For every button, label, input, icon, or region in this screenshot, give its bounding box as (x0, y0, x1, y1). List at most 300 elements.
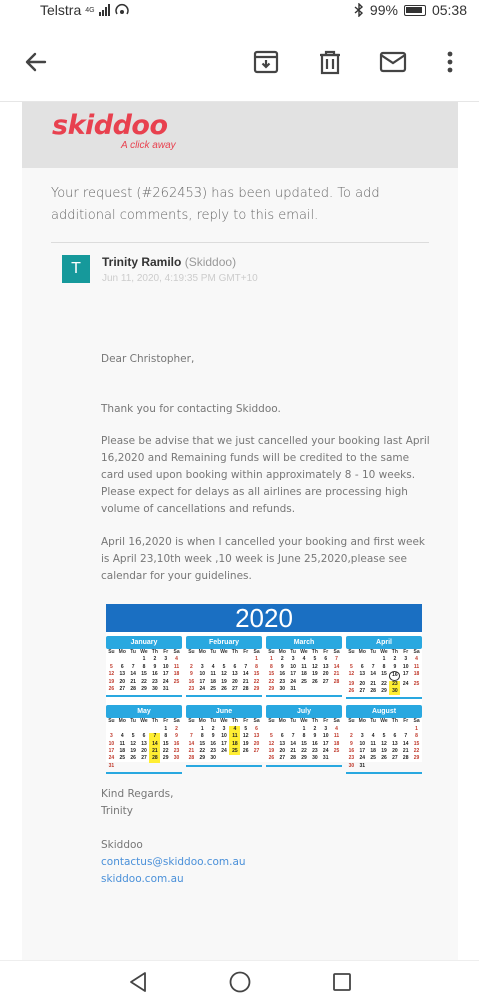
calendar-day: 11 (119, 740, 125, 747)
calendar-day: 24 (359, 755, 366, 762)
calendar-day: 9 (190, 671, 193, 678)
calendar-day: 2 (350, 733, 353, 740)
calendar-month-underline (186, 695, 262, 697)
calendar-month-title: January (106, 636, 182, 649)
calendar-day: 16 (188, 678, 195, 685)
calendar-day: 21 (333, 671, 340, 678)
calendar-day: 26 (242, 748, 249, 755)
calendar-day: 19 (221, 678, 227, 685)
calendar-weekday: Mo (358, 649, 366, 655)
calendar-blank (117, 726, 128, 733)
calendar-day: 28 (130, 686, 136, 693)
calendar-year: 2020 (106, 604, 422, 632)
calendar-day-grid (266, 649, 342, 693)
calendar-month (266, 636, 342, 699)
signature-site-link[interactable]: skiddoo.com.au (101, 873, 184, 885)
calendar-day: 1 (142, 656, 146, 663)
calendar-weekday: We (140, 649, 148, 655)
calendar-day: 17 (290, 671, 296, 678)
calendar-blank (197, 656, 208, 663)
calendar-day: 29 (253, 686, 260, 693)
back-button[interactable] (18, 44, 54, 80)
calendar-day: 27 (253, 748, 260, 755)
nav-recents-button[interactable] (330, 970, 354, 994)
calendar-day: 28 (333, 678, 340, 685)
calendar-day: 8 (382, 663, 386, 670)
calendar-blank (229, 656, 240, 663)
battery-percent: 99% (369, 2, 398, 18)
calendar-day: 30 (210, 755, 216, 762)
calendar-day: 8 (255, 663, 258, 670)
calendar-day: 28 (370, 688, 376, 695)
calendar-day: 22 (413, 748, 420, 755)
paragraph-1: Thank you for contacting Skiddoo. (101, 403, 281, 415)
calendar-day: 16 (173, 740, 180, 747)
email-toolbar (0, 22, 479, 102)
calendar-day: 2 (313, 725, 317, 732)
network-label: 4G (85, 6, 95, 14)
calendar-day: 9 (175, 733, 178, 740)
calendar-day: 20 (279, 748, 286, 755)
calendar-weekday: Sa (333, 649, 340, 655)
calendar-weekday: Tu (210, 718, 216, 725)
calendar-day: 11 (413, 663, 420, 670)
calendar-day: 25 (210, 686, 216, 693)
calendar-day: 3 (404, 656, 408, 663)
calendar-day: 5 (222, 663, 226, 670)
calendar-weekday: Mo (118, 649, 126, 655)
calendar-day: 27 (392, 755, 398, 762)
calendar-blank (400, 726, 411, 733)
calendar-day: 9 (153, 663, 157, 670)
calendar-day: 20 (322, 671, 329, 678)
brand-tagline: A click away (121, 140, 176, 151)
calendar-day: 22 (199, 748, 206, 755)
calendar-day: 18 (119, 748, 126, 755)
calendar-day: 3 (324, 725, 328, 732)
calendar-day: 28 (402, 755, 409, 762)
calendar-day-grid (346, 649, 422, 695)
delete-button[interactable] (312, 44, 348, 80)
calendar-day: 1 (415, 725, 418, 732)
calendar-day: 15 (268, 671, 275, 678)
calendar-day: 25 (229, 748, 240, 755)
calendar-day: 30 (173, 755, 180, 762)
closing-name: Trinity (101, 805, 134, 817)
calendar-day: 26 (268, 755, 275, 762)
calendar-day: 2 (393, 656, 397, 663)
calendar-weekday: Sa (253, 718, 260, 725)
calendar-day: 18 (229, 741, 240, 748)
calendar-day: 29 (268, 686, 275, 693)
calendar-day: 31 (290, 686, 296, 693)
calendar-weekday: Tu (370, 718, 376, 725)
calendar-month-title: February (186, 636, 262, 649)
calendar-weekday: Fr (403, 649, 409, 655)
calendar-weekday: Mo (358, 718, 366, 725)
calendar-day: 9 (211, 733, 215, 740)
calendar-weekday: Mo (278, 649, 286, 655)
calendar-day: 25 (301, 678, 307, 685)
calendar-day: 11 (173, 663, 180, 670)
calendar-weekday: We (300, 649, 308, 655)
calendar-day: 8 (415, 733, 418, 740)
calendar-month-underline (186, 765, 262, 767)
calendar-day: 24 (108, 755, 115, 762)
calendar-day: 13 (359, 671, 366, 678)
calendar-weekday: Fr (163, 718, 169, 725)
calendar-day: 22 (301, 748, 307, 755)
calendar-weekday: Tu (290, 649, 296, 655)
calendar-weekday: Th (311, 718, 318, 725)
calendar-month-underline (106, 695, 182, 697)
calendar-month-title: May (106, 705, 182, 718)
calendar-month-title: July (266, 705, 342, 718)
calendar-day: 12 (221, 671, 227, 678)
calendar-weekday: Sa (173, 718, 180, 725)
calendar-day: 17 (221, 740, 227, 747)
calendar-day: 26 (348, 688, 355, 695)
calendar-day: 7 (190, 733, 193, 740)
calendar-day: 13 (141, 740, 147, 747)
brand-banner (22, 102, 458, 168)
calendar-day: 10 (162, 663, 169, 670)
calendar-weekday: Mo (198, 649, 206, 655)
sent-date: Jun 11, 2020, 4:19:35 PM GMT+10 (102, 273, 258, 284)
calendar-day: 7 (131, 663, 135, 670)
calendar-weekday: Th (391, 649, 398, 655)
calendar-day: 30 (312, 755, 318, 762)
calendar-day: 5 (350, 663, 353, 670)
calendar-day: 8 (142, 663, 146, 670)
calendar-weekday: We (220, 718, 228, 725)
calendar-day: 31 (162, 686, 169, 693)
calendar-day: 23 (279, 678, 286, 685)
calendar-day: 20 (253, 740, 260, 747)
signature-email-link[interactable]: contactus@skiddoo.com.au (101, 856, 246, 868)
calendar-day: 14 (242, 671, 249, 678)
calendar-day: 14 (290, 740, 296, 747)
signal-icon (99, 4, 110, 16)
calendar-day: 4 (211, 663, 215, 670)
calendar-blank (357, 726, 368, 733)
calendar-weekday: Su (188, 718, 195, 725)
calendar-day: 15 (381, 671, 387, 678)
calendar-weekday: Th (391, 718, 398, 725)
calendar-day: 29 (413, 755, 420, 762)
calendar-day: 2 (190, 663, 193, 670)
calendar-day: 30 (279, 686, 286, 693)
calendar-weekday: Fr (323, 718, 329, 725)
calendar-blank (106, 726, 117, 733)
closing-block (101, 786, 173, 820)
calendar-day: 27 (232, 686, 238, 693)
calendar-weekday: Su (348, 718, 355, 725)
paragraph-3: April 16,2020 is when I cancelled your booking and first week is April 23,10th week ,10 week is June 25,2020,please see calendar for your guidelines. (101, 536, 425, 582)
calendar-day: 15 (199, 740, 206, 747)
more-options-button[interactable] (432, 44, 468, 80)
sender-name: Trinity Ramilo (102, 255, 182, 269)
calendar-month-underline (266, 695, 342, 697)
battery-icon (404, 5, 426, 16)
calendar-day: 14 (130, 671, 136, 678)
calendar-day: 17 (162, 671, 169, 678)
calendar-weekday: Tu (290, 718, 296, 725)
calendar-day: 25 (333, 748, 340, 755)
calendar-day: 29 (381, 688, 387, 695)
calendar-day: 11 (333, 733, 340, 740)
calendar-day: 11 (210, 671, 216, 678)
calendar-day: 19 (348, 680, 355, 687)
calendar-day: 27 (322, 678, 329, 685)
calendar-day: 17 (359, 748, 366, 755)
calendar-day: 17 (199, 678, 206, 685)
calendar-image (106, 603, 422, 769)
calendar-day: 7 (404, 733, 408, 740)
calendar-day: 31 (108, 762, 115, 769)
calendar-day: 11 (301, 663, 307, 670)
calendar-day: 5 (244, 725, 248, 732)
calendar-day: 30 (152, 686, 158, 693)
calendar-day: 4 (302, 656, 306, 663)
calendar-day: 6 (324, 656, 328, 663)
calendar-month-title: April (346, 636, 422, 649)
calendar-weekday: We (380, 649, 388, 655)
calendar-day: 6 (360, 663, 364, 670)
calendar-month (346, 636, 422, 699)
calendar-day: 29 (162, 755, 169, 762)
calendar-weekday: Fr (403, 718, 409, 725)
mark-unread-button[interactable] (375, 44, 411, 80)
archive-icon (253, 49, 279, 75)
calendar-day: 8 (164, 733, 168, 740)
mail-icon (379, 51, 407, 73)
calendar-day: 10 (322, 733, 329, 740)
calendar-weekday: Th (151, 649, 158, 655)
calendar-weekday: Tu (130, 649, 136, 655)
calendar-day: 8 (302, 733, 306, 740)
calendar-blank (277, 726, 288, 733)
calendar-day: 25 (370, 755, 376, 762)
calendar-day: 26 (130, 755, 136, 762)
calendar-day: 28 (290, 755, 296, 762)
calendar-day: 13 (253, 733, 260, 740)
calendar-blank (128, 656, 139, 663)
paragraph-2: Please be advise that we just cancelled your booking last April 16,2020 and Remaining funds will be credited to the same card used upon booking within approximately 8 - 10 weeks. Please expect for delays as all airlines are processing high volume of cancellations and refunds. (101, 435, 430, 515)
calendar-day: 22 (162, 748, 169, 755)
calendar-day-grid (106, 649, 182, 693)
more-vert-icon (446, 50, 454, 74)
calendar-weekday: Sa (333, 718, 340, 725)
calendar-weekday: Tu (370, 649, 376, 655)
calendar-day: 24 (402, 680, 409, 687)
calendar-blank (219, 656, 230, 663)
calendar-day: 24 (162, 678, 169, 685)
bluetooth-icon (354, 3, 364, 17)
calendar-weekday: Mo (198, 718, 206, 725)
calendar-blank (117, 656, 128, 663)
calendar-day: 21 (242, 678, 249, 685)
calendar-weekday: Th (231, 649, 238, 655)
calendar-day: 27 (279, 755, 286, 762)
greeting: Dear Christopher, (101, 353, 195, 365)
calendar-blank (266, 726, 277, 733)
hotspot-icon (114, 3, 130, 17)
calendar-day: 11 (370, 740, 376, 747)
calendar-month (186, 705, 262, 774)
calendar-day: 16 (279, 671, 286, 678)
calendar-day: 5 (382, 733, 386, 740)
calendar-day: 16 (389, 671, 400, 680)
calendar-day: 27 (359, 688, 366, 695)
calendar-weekday: Mo (118, 718, 126, 725)
calendar-month-underline (106, 772, 182, 774)
calendar-day: 16 (210, 740, 216, 747)
calendar-day: 14 (188, 740, 195, 747)
calendar-day: 4 (229, 726, 240, 733)
calendar-day: 23 (188, 686, 195, 693)
calendar-day: 22 (253, 678, 260, 685)
calendar-day: 24 (290, 678, 296, 685)
calendar-day: 15 (413, 740, 420, 747)
calendar-day: 6 (233, 663, 237, 670)
calendar-day-grid (106, 718, 182, 770)
calendar-day: 10 (108, 740, 115, 747)
calendar-weekday: Fr (163, 649, 169, 655)
calendar-day: 8 (270, 663, 273, 670)
calendar-day: 6 (393, 733, 397, 740)
calendar-day: 30 (389, 688, 400, 695)
calendar-day: 10 (359, 740, 366, 747)
calendar-blank (128, 726, 139, 733)
calendar-day: 19 (381, 748, 387, 755)
calendar-day: 13 (392, 740, 398, 747)
calendar-day: 9 (313, 733, 317, 740)
calendar-month-title: March (266, 636, 342, 649)
calendar-weekday: Sa (173, 649, 180, 655)
calendar-day: 20 (119, 678, 126, 685)
calendar-day: 23 (312, 748, 318, 755)
calendar-weekday: Su (188, 649, 195, 655)
calendar-day: 17 (402, 671, 409, 678)
calendar-day-grid (186, 718, 262, 762)
calendar-weekday: Su (108, 649, 115, 655)
calendar-blank (106, 656, 117, 663)
calendar-day: 23 (348, 755, 355, 762)
calendar-day: 21 (130, 678, 136, 685)
nav-home-button[interactable] (228, 970, 252, 994)
nav-back-button[interactable] (126, 970, 150, 994)
calendar-weekday: Sa (413, 718, 420, 725)
nav-recents-icon (332, 972, 352, 992)
calendar-day: 16 (348, 748, 355, 755)
calendar-day: 20 (232, 678, 238, 685)
calendar-blank (389, 726, 400, 733)
sender-org: (Skiddoo) (184, 255, 237, 269)
calendar-day: 1 (200, 725, 204, 732)
calendar-day: 21 (290, 748, 296, 755)
calendar-day: 24 (221, 748, 227, 755)
calendar-day: 27 (119, 686, 126, 693)
calendar-day: 25 (119, 755, 126, 762)
email-content (0, 102, 479, 960)
signature-company: Skiddoo (101, 839, 143, 851)
status-right (354, 2, 467, 18)
calendar-day: 10 (402, 663, 409, 670)
system-nav-bar (0, 960, 479, 1000)
calendar-day: 31 (322, 755, 329, 762)
calendar-day: 8 (200, 733, 204, 740)
calendar-day: 5 (313, 656, 317, 663)
calendar-day: 6 (142, 733, 146, 740)
calendar-day: 6 (255, 725, 258, 732)
calendar-day: 2 (175, 725, 178, 732)
calendar-blank (139, 726, 150, 733)
calendar-day: 6 (120, 663, 124, 670)
sender-avatar: T (62, 255, 90, 283)
calendar-day: 14 (333, 663, 340, 670)
calendar-day: 15 (162, 740, 169, 747)
calendar-weekday: Th (231, 718, 238, 725)
calendar-day: 28 (188, 755, 195, 762)
calendar-weekday: Fr (243, 649, 249, 655)
calendar-day: 11 (229, 733, 240, 740)
calendar-day: 9 (350, 740, 353, 747)
calendar-weekday: Fr (323, 649, 329, 655)
calendar-day: 1 (270, 656, 273, 663)
calendar-day-grid (186, 649, 262, 693)
calendar-day: 23 (152, 678, 158, 685)
calendar-day: 10 (199, 671, 206, 678)
carrier-label: Telstra (40, 2, 82, 18)
calendar-day: 10 (290, 663, 296, 670)
calendar-day: 18 (370, 748, 376, 755)
status-bar (0, 0, 479, 22)
calendar-day: 17 (322, 740, 329, 747)
calendar-day: 4 (415, 656, 418, 663)
calendar-day: 28 (242, 686, 249, 693)
calendar-weekday: Sa (413, 649, 420, 655)
calendar-weekday: We (300, 718, 308, 725)
signature-block (101, 837, 246, 888)
calendar-day: 9 (280, 663, 284, 670)
calendar-day: 7 (149, 733, 160, 740)
calendar-blank (208, 656, 219, 663)
calendar-day: 24 (199, 686, 206, 693)
calendar-day: 16 (152, 671, 158, 678)
calendar-blank (186, 726, 197, 733)
calendar-weekday: Fr (243, 718, 249, 725)
calendar-day: 3 (222, 725, 226, 732)
calendar-day: 18 (413, 671, 420, 678)
calendar-day: 25 (413, 680, 420, 687)
calendar-day-grid (346, 718, 422, 770)
calendar-weekday: Su (268, 718, 275, 725)
calendar-day: 5 (270, 733, 273, 740)
calendar-day: 12 (268, 740, 275, 747)
calendar-month (266, 705, 342, 774)
calendar-day: 3 (291, 656, 295, 663)
calendar-blank (149, 726, 160, 733)
update-notice: Your request (#262453) has been updated. To add additional comments, reply to this email. (51, 186, 380, 223)
calendar-day: 29 (301, 755, 307, 762)
calendar-day: 4 (175, 656, 178, 663)
calendar-day: 19 (130, 748, 136, 755)
archive-button[interactable] (248, 44, 284, 80)
arrow-left-icon (23, 49, 49, 75)
calendar-weekday: We (220, 649, 228, 655)
calendar-day: 1 (164, 725, 168, 732)
